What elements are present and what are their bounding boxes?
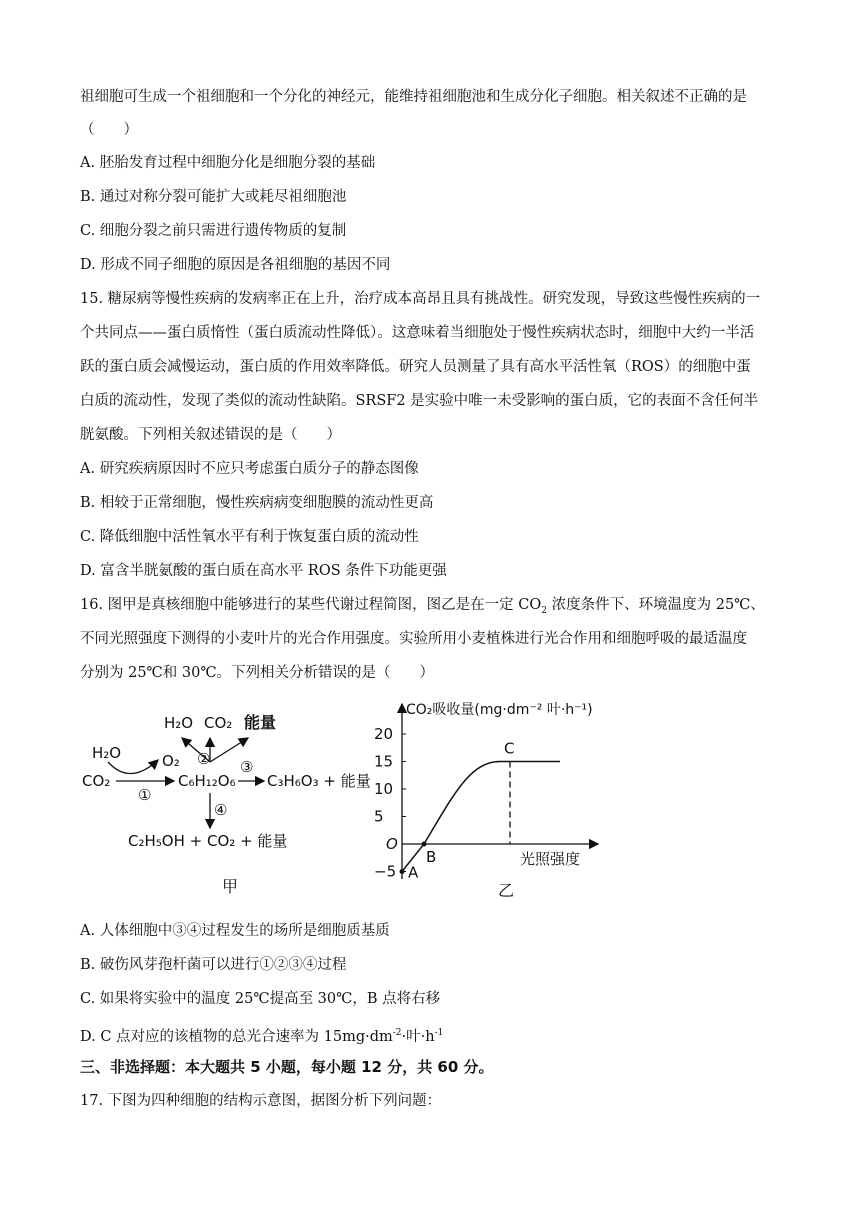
y-tick-label: 5 [374,807,384,826]
y-tick-label: O [386,835,398,853]
q15-stem-line-3: 跃的蛋白质会减慢运动，蛋白质的作用效率降低。研究人员测量了具有高水平活性氧（ROS）的细胞中蛋 [80,359,751,375]
y-tick-label: 15 [374,752,394,771]
top-product-h2o: H₂O [164,714,194,732]
marker-1: ① [138,786,152,804]
q16-option-b: B. 破伤风芽孢杆菌可以进行①②③④过程 [80,957,347,973]
marker-2: ② [197,750,211,768]
figure-yi-photosynthesis-chart [368,694,618,904]
q14-stem-line-2: （ ） [80,122,138,138]
point-a-label: A [408,863,419,882]
marker-3: ③ [240,758,254,776]
y-tick-label: 10 [374,780,394,798]
input-co2: CO₂ [82,772,111,790]
q16-option-c: C. 如果将实验中的温度 25℃提高至 30℃，B 点将右移 [80,991,441,1007]
q14-option-b: B. 通过对称分裂可能扩大或耗尽祖细胞池 [80,189,347,205]
glucose-label: C₆H₁₂O₆ [178,772,236,790]
arrow-h2o-to-o2 [108,760,158,774]
top-product-co2: CO₂ [204,714,233,732]
q15-stem-line-5: 胱氨酸。下列相关叙述错误的是（ ） [80,427,341,443]
point-a-marker [400,869,405,874]
q15-stem-line-4: 白质的流动性，发现了类似的流动性缺陷。SRSF2 是实验中唯一未受影响的蛋白质，它的表面不含任何半 [80,393,759,409]
ethanol-product: C₂H₅OH + CO₂ + 能量 [128,832,288,850]
y-tick-label: −5 [374,862,397,881]
q15-option-c: C. 降低细胞中活性氧水平有利于恢复蛋白质的流动性 [80,529,419,545]
point-c-label: C [504,739,515,758]
y-axis-label: CO₂吸收量(mg·dm⁻² 叶·h⁻¹) [406,702,593,718]
q16-option-d: D. C 点对应的该植物的总光合速率为 $15mg\cdot dm^{-2}\cdot$叶$\cdot h^{-1}$ [80,1028,444,1045]
q14-option-c: C. 细胞分裂之前只需进行遗传物质的复制 [80,223,347,239]
q16-stem-line-3: 分别为 25℃和 30℃。下列相关分析错误的是（ ） [80,665,435,681]
top-product-energy: 能量 [244,713,277,732]
q15-stem-line-2: 个共同点——蛋白质惰性（蛋白质流动性降低）。这意味着当细胞处于慢性疾病状态时，细胞中大约一半活 [80,325,755,341]
section-3-heading: 三、非选择题：本大题共 5 小题，每小题 12 分，共 60 分。 [80,1058,494,1076]
point-b-marker [422,842,427,847]
q15-option-d: D. 富含半胱氨酸的蛋白质在高水平 ROS 条件下功能更强 [80,563,447,579]
point-b-label: B [426,848,437,866]
q16-stem-line-2: 不同光照强度下测得的小麦叶片的光合作用强度。实验所用小麦植株进行光合作用和细胞呼吸的最适温度 [80,631,747,647]
y-tick-label: 20 [374,725,394,743]
q14-option-d: D. 形成不同子细胞的原因是各祖细胞的基因不同 [80,257,391,273]
q15-option-b: B. 相较于正常细胞，慢性疾病病变细胞膜的流动性更高 [80,495,434,511]
figure-yi-caption: 乙 [498,881,515,900]
figure-jia-caption: 甲 [222,877,239,896]
q16-stem-line-1: 16. 图甲是真核细胞中能够进行的某些代谢过程简图，图乙是在一定 $CO_2$ 浓度条件下、环境温度为 25℃、 [80,597,765,616]
output-o2: O₂ [162,752,180,770]
q15-stem-line-1: 15. 糖尿病等慢性疾病的发病率正在上升，治疗成本高昂且具有挑战性。研究发现，导致这些慢性疾病的一 [80,291,761,307]
q14-stem-line-1: 祖细胞可生成一个祖细胞和一个分化的神经元，能维持祖细胞池和生成分化子细胞。相关叙述不正确的是 [80,89,747,105]
q14-option-a: A. 胚胎发育过程中细胞分化是细胞分裂的基础 [80,155,376,171]
q17-stem: 17. 下图为四种细胞的结构示意图，据图分析下列问题： [80,1093,442,1109]
input-h2o: H₂O [92,744,122,762]
lactic-acid-product: C₃H₆O₃ + 能量 [267,772,371,790]
marker-4: ④ [214,801,228,819]
q15-option-a: A. 研究疾病原因时不应只考虑蛋白质分子的静态图像 [80,461,419,477]
q16-option-a: A. 人体细胞中③④过程发生的场所是细胞质基质 [80,923,390,939]
x-axis-label: 光照强度 [520,850,581,868]
figure-jia-metabolism-diagram [78,700,378,900]
